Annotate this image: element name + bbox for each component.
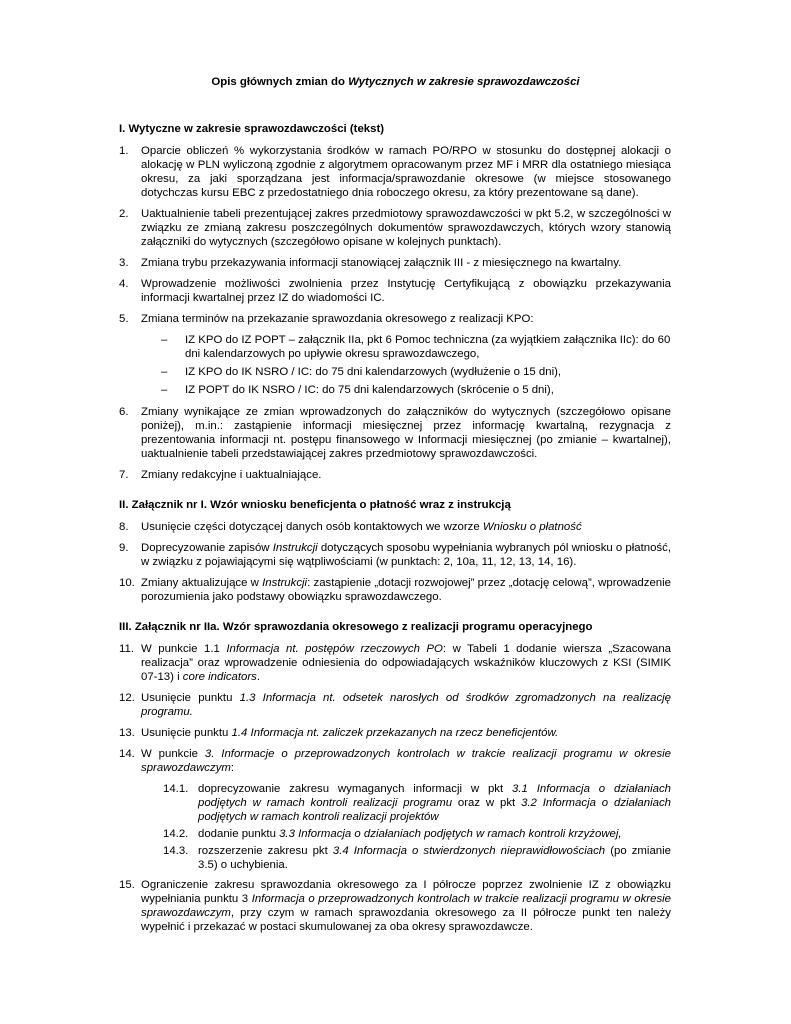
item-text: Usunięcie punktu — [141, 727, 232, 739]
item-text: Zmiany wynikające ze zmian wprowadzonych do załączników do wytycznych (szczegółowo opisane poniżej), m.in.: zastąpienie informacji miesięcznej przez informację kwartalną, rezygnacja z prezentowania informacji nt. postępu finansowego w Informacji miesięcznej (po zmianie – kwartalnej), uaktualnienie tabeli przedstawiającej zakres przedmiotowy sprawozdawczości. — [141, 406, 671, 460]
item-number: 7. — [119, 469, 129, 481]
sub-item-number: 14.3. — [163, 845, 189, 857]
document-body — [119, 122, 671, 941]
list-item-8 — [119, 520, 671, 534]
section-heading-3: III. Załącznik nr IIa. Wzór sprawozdania okresowego z realizacji programu operacyjnego — [119, 621, 593, 633]
dash-bullet: – — [161, 384, 168, 396]
item-italic: 3. Informacje o przeprowadzonych kontrolach w trakcie realizacji programu w okresie sprawozdawczym — [141, 748, 671, 774]
sub-item-text: IZ KPO do IZ POPT – załącznik IIa, pkt 6 Pomoc techniczna (za wyjątkiem załącznika IIc): do 60 dni kalendarzowych po upływie okresu sprawozdawczego, — [185, 334, 671, 360]
item-number: 14. — [119, 748, 135, 760]
list-item-2 — [119, 207, 671, 249]
item-number: 6. — [119, 406, 129, 418]
sub-item-text: doprecyzowanie zakresu wymaganych informacji w pkt — [198, 783, 513, 795]
sub-item-text: IZ POPT do IK NSRO / IC: do 75 dni kalendarzowych (skrócenie o 5 dni), — [185, 384, 554, 396]
item-number: 5. — [119, 313, 129, 325]
sub-item-text: (po zmianie 3.5) o uchybienia. — [198, 845, 671, 871]
item-number: 4. — [119, 278, 129, 290]
sub-item-5c — [119, 383, 671, 397]
item-text: , przy czym w ramach sprawozdania okresowego za II półrocze punkt ten należy wypełnić i przekazać w postaci skumulowanej za oba okresy sprawozdawcze. — [141, 907, 671, 933]
item-text: dotyczących sposobu wypełniania wybranych pól wniosku o płatność, w związku z pojawiającymi się wątpliwościami (w punktach: 2, 10a, 11, 12, 13, 14, 16). — [141, 542, 671, 568]
list-item-14 — [119, 747, 671, 775]
item-text: Oparcie obliczeń % wykorzystania środków w ramach PO/RPO w stosunku do dostępnej alokacji o alokację w PLN wyliczoną zgodnie z algorytmem opracowanym przez MF i MRR dla ostatniego miesiąca okresu, za jaki sporządzana jest informacja/sprawozdanie okresowe (w miejsce stosowanego dotychczas kursu EBC z przedostatniego dnia roboczego okresu, za który prezentowane są dane). — [141, 145, 671, 199]
item-italic: Wniosku o płatność — [482, 521, 582, 533]
list-item-13 — [119, 726, 671, 740]
item-number: 1. — [119, 145, 129, 157]
item-text: : — [230, 762, 235, 774]
item-text: W punkcie — [141, 748, 205, 760]
title-italic: Wytycznych w zakresie sprawozdawczości — [348, 76, 580, 88]
sub-item-number: 14.1. — [163, 783, 189, 795]
item-text: W punkcie 1.1 — [141, 643, 227, 655]
item-number: 3. — [119, 257, 129, 269]
item-text: Usunięcie punktu — [141, 692, 240, 704]
item-text: Zmiana trybu przekazywania informacji stanowiącej załącznik III - z miesięcznego na kwartalny. — [141, 257, 622, 269]
item-number: 11. — [119, 643, 134, 655]
item-text: Doprecyzowanie zapisów — [141, 542, 273, 554]
list-item-9 — [119, 541, 671, 569]
item-text: Zmiany redakcyjne i uaktualniające. — [141, 469, 322, 481]
item-italic: 1.4 Informacja nt. zaliczek przekazanych na rzecz beneficjentów. — [231, 727, 559, 739]
item-italic: core indicators — [182, 671, 257, 683]
item-text: Usunięcie części dotyczącej danych osób kontaktowych we wzorze — [141, 521, 483, 533]
section-heading-2: II. Załącznik nr I. Wzór wniosku beneficjenta o płatność wraz z instrukcją — [119, 499, 511, 511]
list-item-6 — [119, 405, 671, 461]
sub-item-italic: 3.2 Informacja o działaniach podjętych w ramach kontroli realizacji projektów — [198, 797, 671, 823]
item-italic: Informacja o przeprowadzonych kontrolach w trakcie realizacji programu w okresie sprawozdawczym — [141, 893, 671, 919]
sub-item-14-1 — [119, 782, 671, 824]
item-text: Ograniczenie zakresu sprawozdania okresowego za I półrocze poprzez zwolnienie IZ z obowiązku wypełniania punktu 3 — [141, 879, 671, 905]
sub-item-5b — [119, 365, 671, 379]
list-item-12 — [119, 691, 671, 719]
item-text: : zastąpienie „dotacji rozwojowej” przez „dotację celową”, wprowadzenie porozumienia jako podstawy obowiązku sprawozdawczego. — [141, 577, 672, 603]
item-number: 2. — [119, 208, 129, 220]
item-number: 13. — [119, 727, 135, 739]
list-item-1 — [119, 144, 671, 200]
item-text: Wprowadzenie możliwości zwolnienia przez Instytucję Certyfikującą z obowiązku przekazywania informacji kwartalnej przez IZ do wiadomości IC. — [141, 278, 671, 304]
section-heading-1: I. Wytyczne w zakresie sprawozdawczości (tekst) — [119, 123, 385, 135]
sub-item-14-3 — [119, 844, 671, 872]
sub-item-5a — [119, 333, 671, 361]
dash-bullet: – — [161, 334, 168, 346]
item-number: 15. — [119, 879, 135, 891]
list-item-10 — [119, 576, 671, 604]
list-item-7 — [119, 468, 671, 482]
item-text: Zmiana terminów na przekazanie sprawozdania okresowego z realizacji KPO: — [141, 313, 534, 325]
item-italic: Instrukcji — [272, 542, 318, 554]
sub-item-italic: 3.1 Informacja o działaniach podjętych w ramach kontroli realizacji programu — [198, 783, 671, 809]
list-item-4 — [119, 277, 671, 305]
sub-item-text: IZ KPO do IK NSRO / IC: do 75 dni kalendarzowych (wydłużenie o 15 dni), — [185, 366, 562, 378]
item-italic: 1.3 Informacja nt. odsetek narosłych od środków zgromadzonych na realizację programu. — [141, 692, 671, 718]
item-number: 8. — [119, 521, 129, 533]
title-text: Opis głównych zmian do — [211, 76, 349, 88]
document-title — [0, 75, 791, 89]
item-number: 9. — [119, 542, 129, 554]
item-italic: Informacja nt. postępów rzeczowych PO — [226, 643, 443, 655]
item-text: Uaktualnienie tabeli prezentującej zakres przedmiotowy sprawozdawczości w pkt 5.2, w szczególności w związku ze zmianą zakresu poszczególnych dokumentów sprawozdawczych, których wzory stanowią załączniki do wytycznych (szczegółowo opisane w kolejnych punktach). — [141, 208, 671, 248]
item-text: : w Tabeli 1 dodanie wiersza „Szacowana realizacja” oraz wprowadzenie odniesienia do odpowiadających wskaźników kluczowych z KSI (SIMIK 07-13) i — [141, 643, 672, 683]
sub-item-italic: 3.4 Informacja o stwierdzonych nieprawidłowościach — [332, 845, 606, 857]
list-item-5 — [119, 312, 671, 326]
sub-item-italic: 3.3 Informacja o działaniach podjętych w ramach kontroli krzyżowej, — [279, 828, 622, 840]
list-item-11 — [119, 642, 671, 684]
item-number: 12. — [119, 692, 135, 704]
sub-item-number: 14.2. — [163, 828, 189, 840]
list-item-15 — [119, 878, 671, 934]
list-item-3 — [119, 256, 671, 270]
sub-item-14-2 — [119, 827, 671, 841]
item-italic: Instrukcji — [262, 577, 308, 589]
dash-bullet: – — [161, 366, 168, 378]
item-text: Zmiany aktualizujące w — [141, 577, 263, 589]
sub-item-text: rozszerzenie zakresu pkt — [198, 845, 333, 857]
item-text: . — [256, 671, 261, 683]
sub-item-text: dodanie punktu — [198, 828, 280, 840]
item-number: 10. — [119, 577, 135, 589]
sub-item-text: oraz w pkt — [457, 797, 522, 809]
